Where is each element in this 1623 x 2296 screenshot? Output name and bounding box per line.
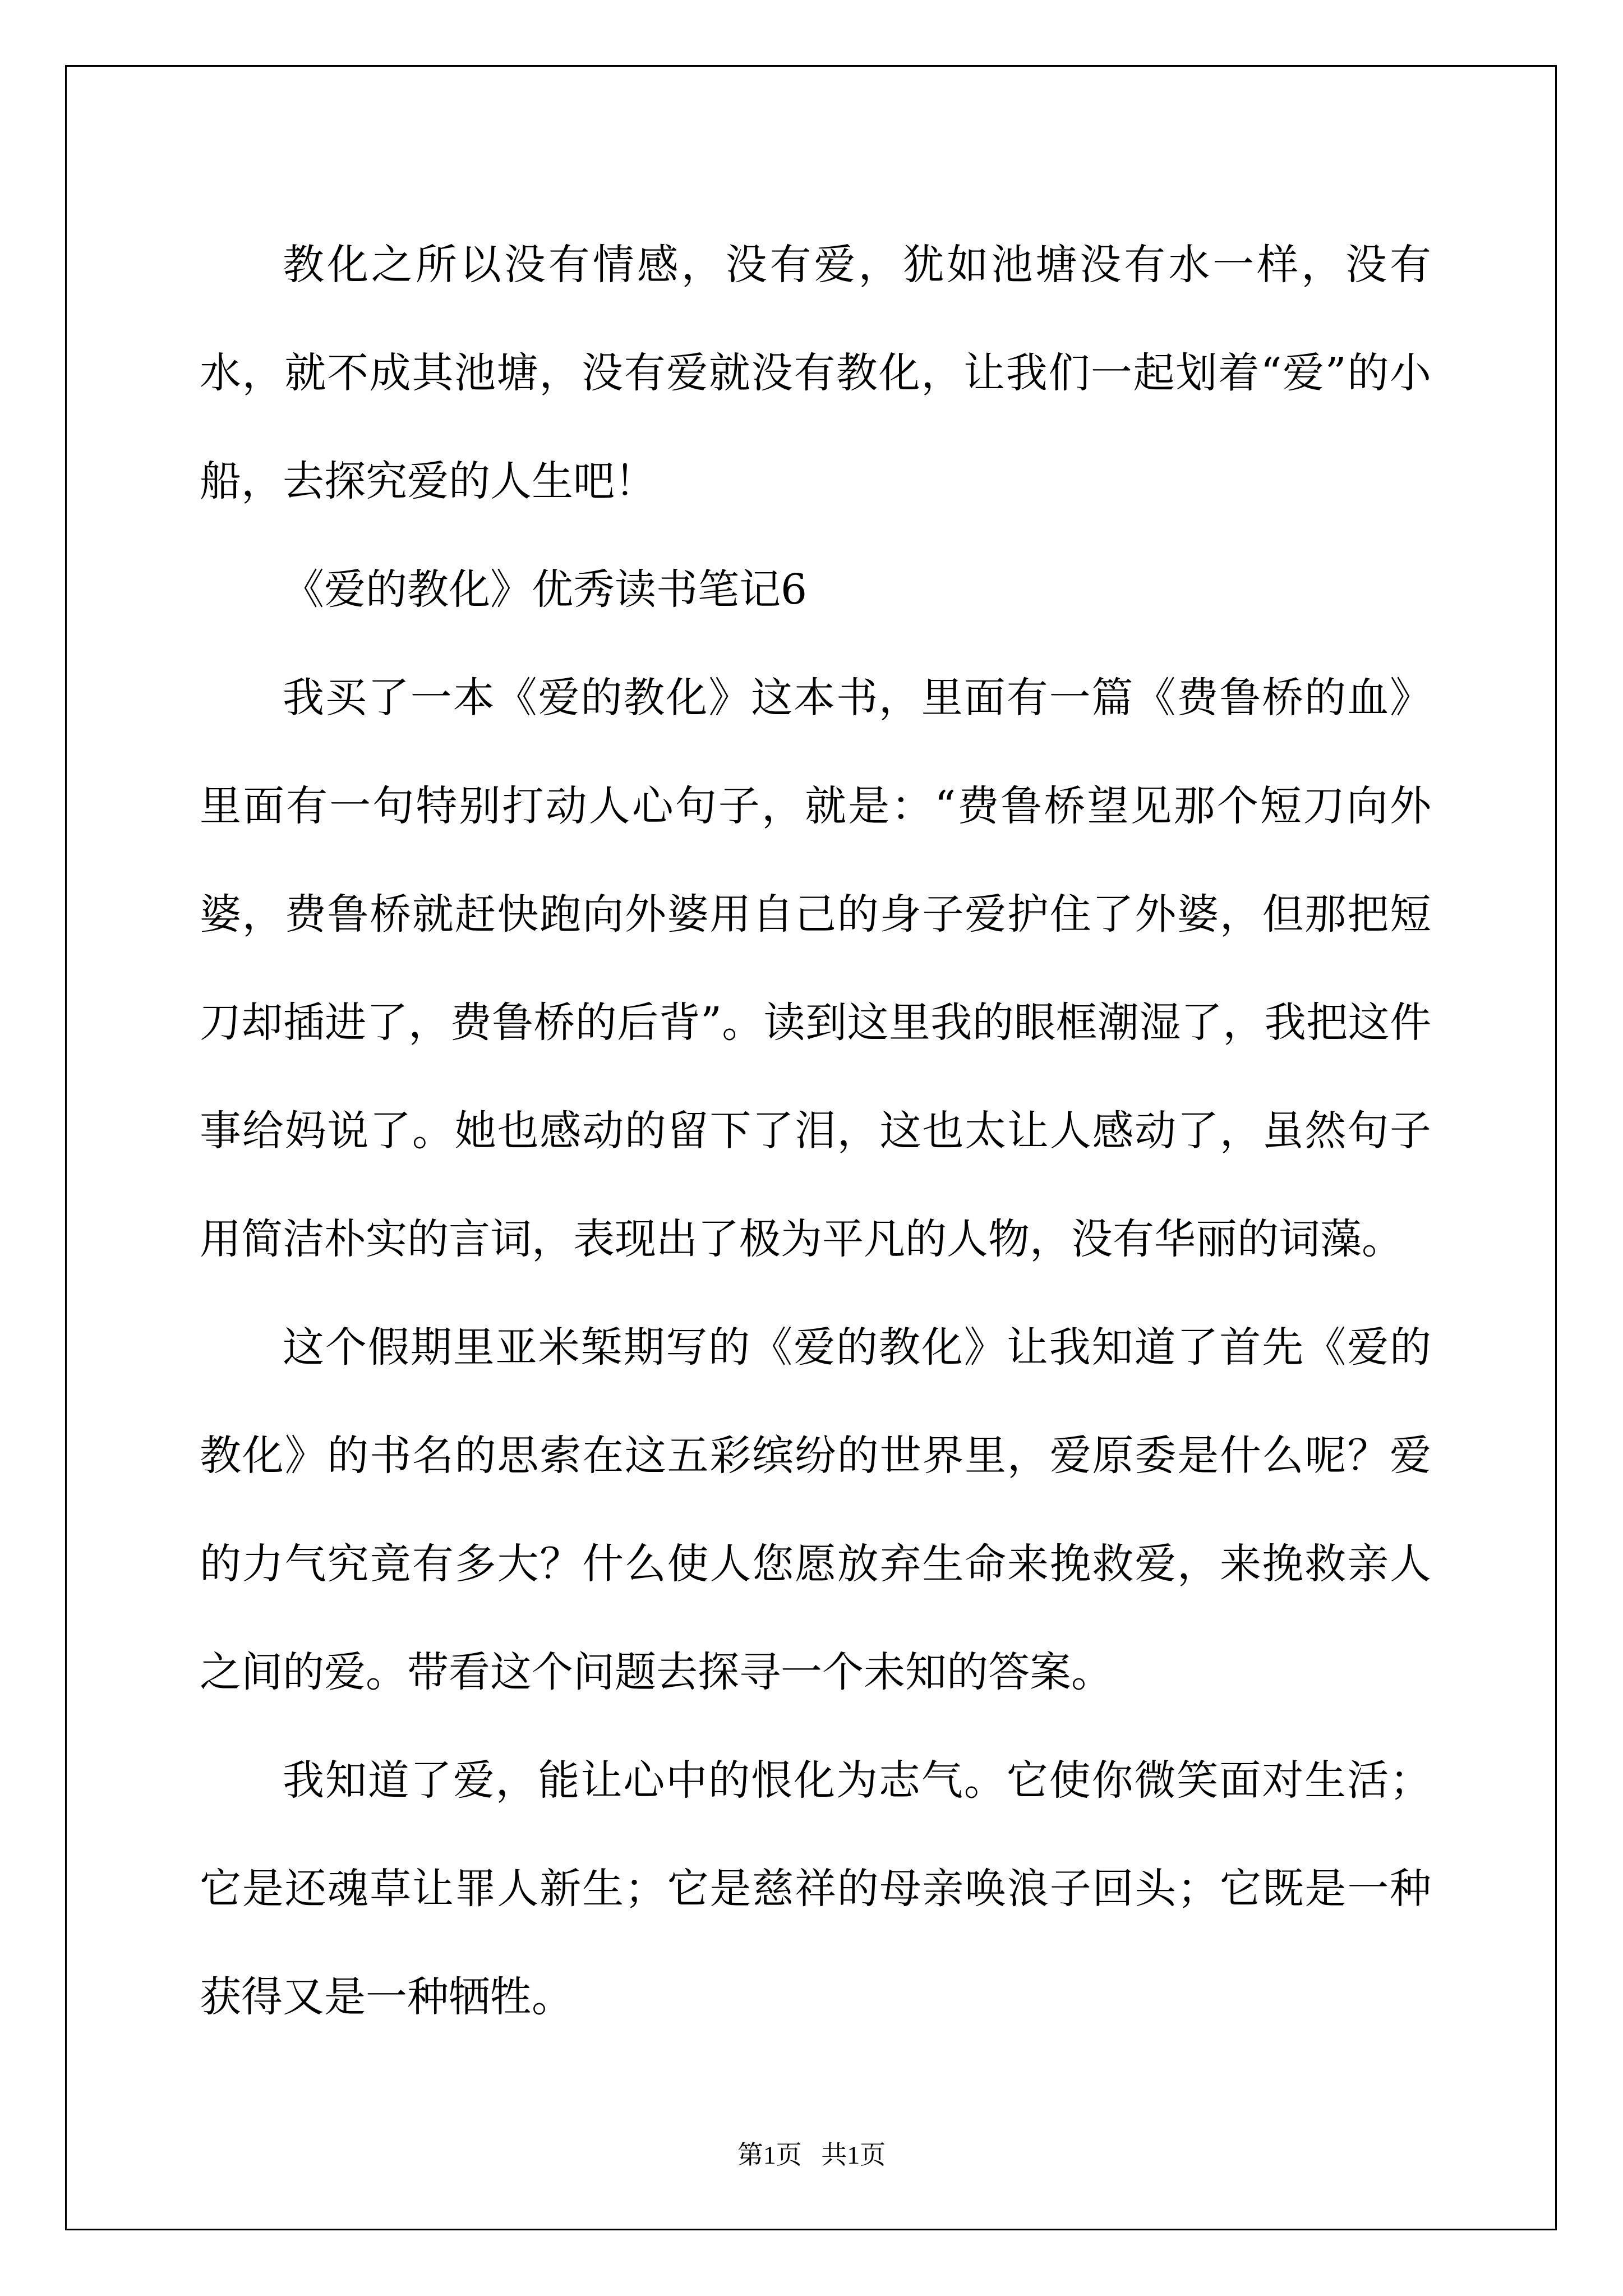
page-total: 共1页: [821, 2141, 886, 2169]
page-number: 第1页: [737, 2141, 802, 2169]
page-footer: [0, 2138, 1623, 2172]
paragraph-intro-end: 教化之所以没有情感，没有爱，犹如池塘没有水一样，没有水，就不成其池塘，没有爱就没有教化，让我们一起划着“爱”的小船，去探究爱的人生吧！: [200, 241, 1431, 505]
paragraph-holiday-reading: 这个假期里亚米椠期写的《爱的教化》让我知道了首先《爱的教化》的书名的思索在这五彩缤纷的世界里，爱原委是什么呢？爱的力气究竟有多大？什么使人您愿放弃生命来挽救爱，来挽救亲人之间的爱。带看这个问题去探寻一个未知的答案。: [200, 1323, 1431, 1696]
document-body: [200, 211, 1431, 2051]
paragraph-ferruccio: 我买了一本《爱的教化》这本书，里面有一篇《费鲁桥的血》里面有一句特别打动人心句子，就是：“费鲁桥望见那个短刀向外婆，费鲁桥就赶快跑向外婆用自己的身子爱护住了外婆，但那把短刀却插进了，费鲁桥的后背”。读到这里我的眼框潮湿了，我把这件事给妈说了。她也感动的留下了泪，这也太让人感动了，虽然句子用简洁朴实的言词，表现出了极为平凡的人物，没有华丽的词藻。: [200, 674, 1431, 1263]
section-title: 《爱的教化》优秀读书笔记6: [283, 565, 808, 614]
footer-spacer: [802, 2141, 822, 2169]
paragraph-love-meaning: 我知道了爱，能让心中的恨化为志气。它使你微笑面对生活；它是还魂草让罪人新生；它是慈祥的母亲唤浪子回头；它既是一种获得又是一种牺牲。: [200, 1756, 1431, 2021]
